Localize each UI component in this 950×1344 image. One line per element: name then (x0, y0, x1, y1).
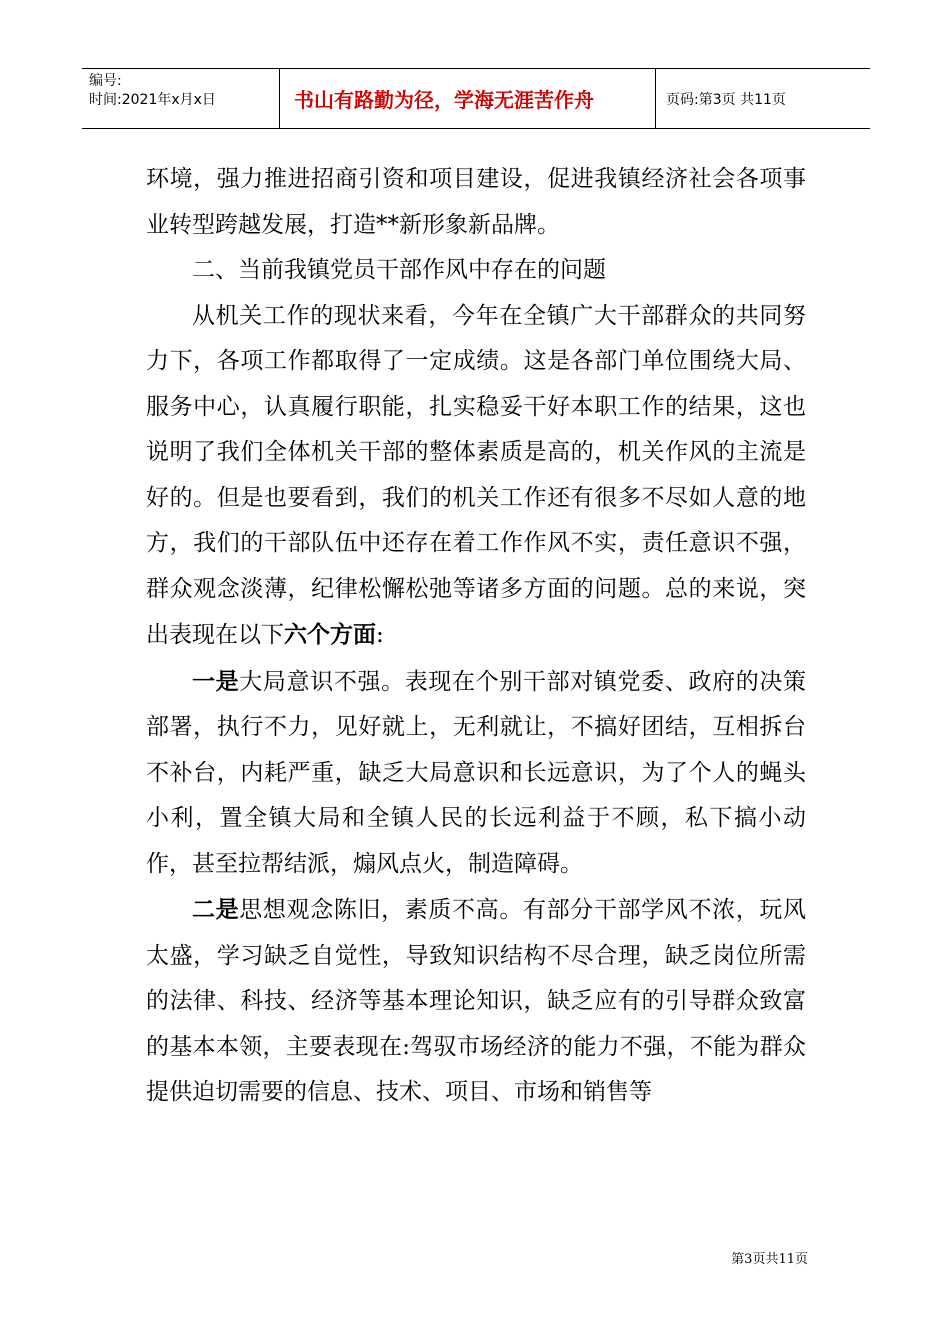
section-heading: 二、当前我镇党员干部作风中存在的问题 (192, 257, 606, 283)
point-1-text: 大局意识不强。表现在个别干部对镇党委、政府的决策部署，执行不力，见好就上，无利就让，不搞好团结，互相拆台不补台，内耗严重，缺乏大局意识和长远意识，为了个人的蝇头小利，置全镇大局和全镇人民的长远利益于不顾，私下搞小动作，甚至拉帮结派，煽风点火，制造障碍。 (146, 668, 807, 877)
page-footer: 第3页共11页 (731, 1252, 808, 1267)
page-header (82, 68, 870, 129)
header-meta (82, 69, 280, 128)
point-2-lead: 二是 (192, 896, 240, 923)
paragraph-intro-main: 从机关工作的现状来看，今年在全镇广大干部群众的共同努力下，各项工作都取得了一定成绩。这是各部门单位围绕大局、服务中心，认真履行职能，扎实稳妥干好本职工作的结果，这也说明了我们全体机关干部的整体素质是高的，机关作风的主流是好的。但是也要看到，我们的机关工作还有很多不尽如人意的地方，我们的干部队伍中还存在着工作作风不实，责任意识不强，群众观念淡薄，纪律松懈松弛等诸多方面的问题。总的来说，突出表现在以下 (146, 302, 806, 648)
number-label: 编号: (89, 73, 122, 89)
document-body (146, 157, 806, 1116)
paragraph-intro (146, 294, 806, 659)
point-2-text: 思想观念陈旧，素质不高。有部分干部学风不浓，玩风太盛，学习缺乏自觉性，导致知识结构不尽合理，缺乏岗位所需的法律、科技、经济等基本理论知识，缺乏应有的引导群众致富的基本本领，主要表现在:驾驭市场经济的能力不强，不能为群众提供迫切需要的信息、技术、项目、市场和销售等 (146, 897, 807, 1105)
point-1-lead: 一是 (192, 667, 240, 695)
paragraph-intro-end: : (376, 622, 384, 648)
paragraph-point-2 (146, 887, 806, 1116)
paragraph-point-1 (146, 659, 806, 888)
time-label: 时间:2021年x月x日 (89, 92, 216, 108)
paragraph-continued: 环境，强力推进招商引资和项目建设，促进我镇经济社会各项事业转型跨越发展，打造**新形象新品牌。 (146, 166, 806, 238)
paragraph-intro-bold: 六个方面 (284, 621, 376, 648)
header-page-info: 页码:第3页 共11页 (666, 91, 786, 108)
header-motto: 书山有路勤为径，学海无涯苦作舟 (280, 69, 656, 128)
